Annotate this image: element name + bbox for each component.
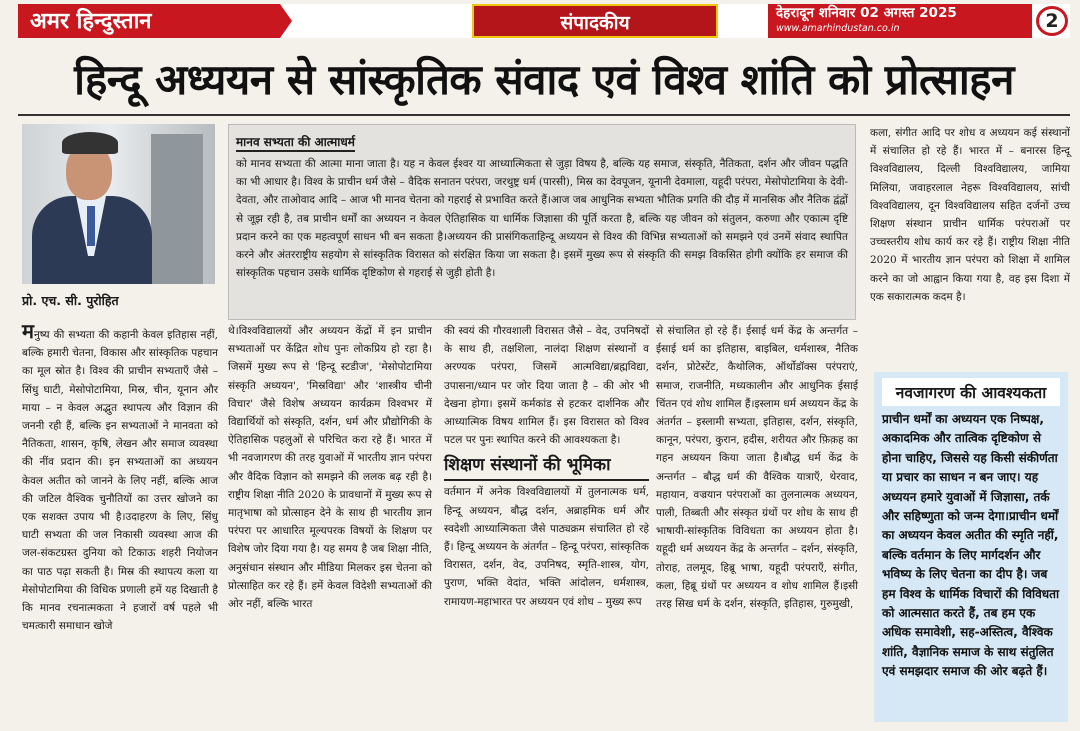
column-2 — [228, 322, 432, 613]
column-4 — [656, 322, 858, 613]
highlight-kicker: मानव सभ्यता की आत्माधर्म — [236, 133, 355, 152]
column-2-text: थे।विश्वविद्यालयों और अध्ययन केंद्रों में इन प्राचीन सभ्यताओं पर केंद्रित शोध पुनः लोकप्रिय हो रहा है। जिसमें मुख्य रूप से 'हिन्दू स्टडीज', 'मेसोपोटामिया संस्कृति अध्ययन', 'मिस्रविद्या' और 'शास्त्रीय चीनी विचार' जैसे विशेष अध्ययन कार्यक्रम विश्वभर में विद्यार्थियों को संस्कृति, दर्शन, धर्म और प्रौद्योगिकी के ऐतिहासिक पहलुओं से परिचित करा रहे हैं। भारत में भी नवजागरण की तरह युवाओं में भारतीय ज्ञान परंपरा और वैदिक विज्ञान को समझने की ललक बढ़ रही है। राष्ट्रीय शिक्षा नीति 2020 के प्रावधानों में मुख्य रूप से मातृभाषा को प्रोत्साहन देने के साथ ही भारतीय ज्ञान परंपरा पर आधारित मूल्यपरक विषयों के शिक्षण पर विशेष जोर दिया गया है। यह समय है जब शिक्षा नीति, अनुसंधान संस्थान और मीडिया मिलकर इस चेतना को प्रोत्साहित कर रहे हैं। हमें केवल विदेशी सभ्यताओं की ओर नहीं, बल्कि भारत — [228, 325, 432, 611]
column-3 — [444, 322, 649, 611]
column-5 — [870, 124, 1070, 306]
newspaper-logo[interactable]: अमर हिन्दुस्तान — [18, 4, 280, 38]
photo-figure-cap — [62, 132, 118, 154]
date-text: देहरादून शनिवार 02 अगस्त 2025 — [776, 5, 957, 21]
section-label: संपादकीय — [472, 4, 718, 38]
photo-background — [151, 134, 203, 284]
column-1-text — [22, 319, 218, 635]
headline-divider — [18, 114, 1070, 116]
column-5-text: कला, संगीत आदि पर शोध व अध्ययन कई संस्थानों में संचालित हो रहे हैं। भारत में – बनारस हिन्दू विश्वविद्यालय, दिल्ली विश्वविद्यालय, जामिया मिलिया, जवाहरलाल नेहरू विश्वविद्यालय, सांची विश्वविद्यालय, दून विश्वविद्यालय सहित दर्जनों उच्च शिक्षण संस्थान प्राचीन धार्मिक परंपराओं पर उच्चस्तरीय शोध कार्य कर रहे हैं। राष्ट्रीय शिक्षा नीति 2020 में भारतीय ज्ञान परंपरा को शिक्षा में शामिल करने का जो आह्वान किया गया है, वह इस दिशा में एक सकारात्मक कदम है। — [870, 127, 1070, 303]
website-link[interactable]: www.amarhindustan.co.in — [776, 23, 900, 34]
subheading-institutions: शिक्षण संस्थानों की भूमिका — [444, 453, 649, 481]
article-headline: हिन्दू अध्ययन से सांस्कृतिक संवाद एवं विश्व शांति को प्रोत्साहन — [74, 55, 1014, 104]
drop-cap: म — [22, 319, 34, 343]
author-caption: प्रो. एच. सी. पुरोहित — [22, 293, 119, 308]
photo-figure-tie — [87, 206, 95, 246]
dateline — [768, 4, 1032, 38]
sidebar-box — [874, 372, 1068, 722]
column-3-text-a: की स्वयं की गौरवशाली विरासत जैसे – वेद, उपनिषदों के साथ ही, तक्षशिला, नालंदा शिक्षण संस्थानों व अरण्यक परंपरा, जिसमें आत्मविद्या/ब्रह्मविद्या, उपासना/ध्यान पर जोर दिया जाता है – की ओर भी देखना होगा। इसमें कर्मकांड से हटकर दार्शनिक और आध्यात्मिक विषय शामिल हैं। इस विरासत को विश्व पटल पर पुनः स्थापित करने की आवश्यकता है। — [444, 325, 649, 447]
column-4-text: से संचालित हो रहे हैं। ईसाई धर्म केंद्र के अन्तर्गत – ईसाई धर्म का इतिहास, बाइबिल, धर्मशास्त्र, नैतिक दर्शन, प्रोटेस्टेंट, कैथोलिक, ऑर्थोडॉक्स परंपराएं, समाज, राजनीति, मध्यकालीन और आधुनिक ईसाई चिंतन एवं शोध शामिल हैं।इस्लाम धर्म अध्ययन केंद्र के अंतर्गत – इस्लामी सभ्यता, इतिहास, दर्शन, संस्कृति, कानून, परंपरा, कुरान, हदीस, शरीयत और फ़िक़ह का गहन अध्ययन किया जाता है।बौद्ध धर्म केंद्र के अन्तर्गत – बौद्ध धर्म की वैश्विक यात्राएँ, थेरवाद, महायान, वज्रयान परंपराओं का तुलनात्मक अध्ययन, पाली, तिब्बती और संस्कृत ग्रंथों पर शोध के साथ ही भाषायी-सांस्कृतिक विविधता का अध्ययन होता है। यहूदी धर्म अध्ययन केंद्र के अन्तर्गत – दर्शन, संस्कृति, तोराह, तलमूद, हिब्रू भाषा, यहूदी परंपराएँ, संगीत, कला, हिब्रू ग्रंथों पर अध्ययन व शोध शामिल हैं।इसी तरह सिख धर्म के दर्शन, संस्कृति, इतिहास, गुरुमुखी, — [656, 325, 858, 611]
sidebar-text: प्राचीन धर्मों का अध्ययन एक निष्पक्ष, अकादमिक और तात्विक दृष्टिकोण से होना चाहिए, जिससे यह किसी संकीर्णता या प्रचार का साधन न बन जाए। यह अध्ययन हमारे युवाओं में जिज्ञासा, तर्क और सहिष्णुता को जन्म देगा।प्राचीन धर्मों का अध्ययन केवल अतीत की स्मृति नहीं, बल्कि वर्तमान के लिए मार्गदर्शन और भविष्य के लिए चेतना का दीप है। जब हम विश्व के धार्मिक विचारों की विविधता को आत्मसात करते हैं, तब हम एक अधिक समावेशी, सह-अस्तित्व, वैश्विक शांति, वैज्ञानिक समाज के साथ संतुलित एवं समझदार समाज की ओर बढ़ते हैं। — [882, 412, 1060, 679]
column-3-text-b: वर्तमान में अनेक विश्वविद्यालयों में तुलनात्मक धर्म, हिन्दू अध्ययन, बौद्ध दर्शन, अब्राहमिक धर्म और स्वदेशी आध्यात्मिकता जैसे पाठ्यक्रम संचालित हो रहे हैं। हिन्दू अध्ययन के अंतर्गत – हिन्दू परंपरा, सांस्कृतिक विरासत, दर्शन, वेद, उपनिषद, स्मृति-शास्त्र, योग, पुराण, भक्ति वेदांत, भक्ति आंदोलन, धर्मशास्त्र, रामायण-महाभारत पर अध्ययन एवं शोध – मुख्य रूप — [444, 486, 649, 608]
column-1 — [22, 319, 218, 635]
column-1-body: नुष्य की सभ्यता की कहानी केवल इतिहास नहीं, बल्कि हमारी चेतना, विकास और सांस्कृतिक पहचान का मूल स्रोत है। विश्व की प्राचीन सभ्यताएँ जैसे – सिंधु घाटी, मेसोपोटामिया, मिस्र, चीन, यूनान और माया – न केवल अद्भुत स्थापत्य और विज्ञान की जननी रही हैं, बल्कि इन सभ्यताओं ने मानवता को नैतिकता, शासन, कृषि, लेखन और समाज व्यवस्था की नींव प्रदान की। इन सभ्यताओं का अध्ययन केवल अतीत को जानने के लिए नहीं, बल्कि आज की जटिल वैश्विक चुनौतियों का उत्तर खोजने का एक सशक्त उपाय भी है।उदाहरण के लिए, सिंधु घाटी सभ्यता की जल निकासी व्यवस्था आज की जल-संकटग्रस्त दुनिया को टिकाऊ शहरी नियोजन का पाठ पढ़ा सकती है। मिस्र की स्थापत्य कला या मेसोपोटामिया की विधिक प्रणाली हमें यह दिखाती है कि मानव रचनात्मकता ने हजारों वर्ष पहले भी चमत्कारी समाधान खोजे — [22, 329, 218, 633]
author-photo — [22, 124, 215, 284]
highlight-box — [228, 124, 856, 320]
sidebar-title: नवजागरण की आवश्यकता — [882, 378, 1060, 406]
page-number-badge: 2 — [1036, 6, 1068, 36]
highlight-text: को मानव सभ्यता की आत्मा माना जाता है। यह न केवल ईश्वर या आध्यात्मिकता से जुड़ा विषय है, बल्कि यह समाज, संस्कृति, नैतिकता, दर्शन और जीवन पद्धति का भी आधार है। विश्व के प्राचीन धर्म जैसे – वैदिक सनातन परंपरा, जरथुष्ट्र धर्म (पारसी), मिस्र का देवपूजन, यूनानी देवमाला, यहूदी परंपरा, मेसोपोटामिया के देवी-देवता, और ताओवाद आदि – आज भी मानव चेतना को गहराई से प्रभावित करते हैं।आज जब आधुनिक सभ्यता भौतिक प्रगति की दौड़ में मानसिक और नैतिक द्वंद्वों से जूझ रही है, तब प्राचीन धर्मों का अध्ययन न केवल ऐतिहासिक या धार्मिक जिज्ञासा की पूर्ति करता है, बल्कि यह जीवन को संतुलन, करुणा और एकात्म दृष्टि प्रदान करने का एक महत्वपूर्ण साधन भी बन सकता है।अध्ययन की प्रासंगिकताहिन्दू अध्ययन से विश्व की विभिन्न सभ्यताओं को समझने एवं उनमें संवाद स्थापित करने और अंतरराष्ट्रीय सहयोग से सांस्कृतिक विरासत को संरक्षित किया जा सकता है। इसमें मुख्य रूप से संस्कृति की समझ विकसित होगी क्योंकि हर समाज की सांस्कृतिक पहचान उसके धार्मिक दृष्टिकोण से गहराई से जुड़ी होती है। — [236, 158, 848, 280]
masthead — [18, 4, 1070, 38]
